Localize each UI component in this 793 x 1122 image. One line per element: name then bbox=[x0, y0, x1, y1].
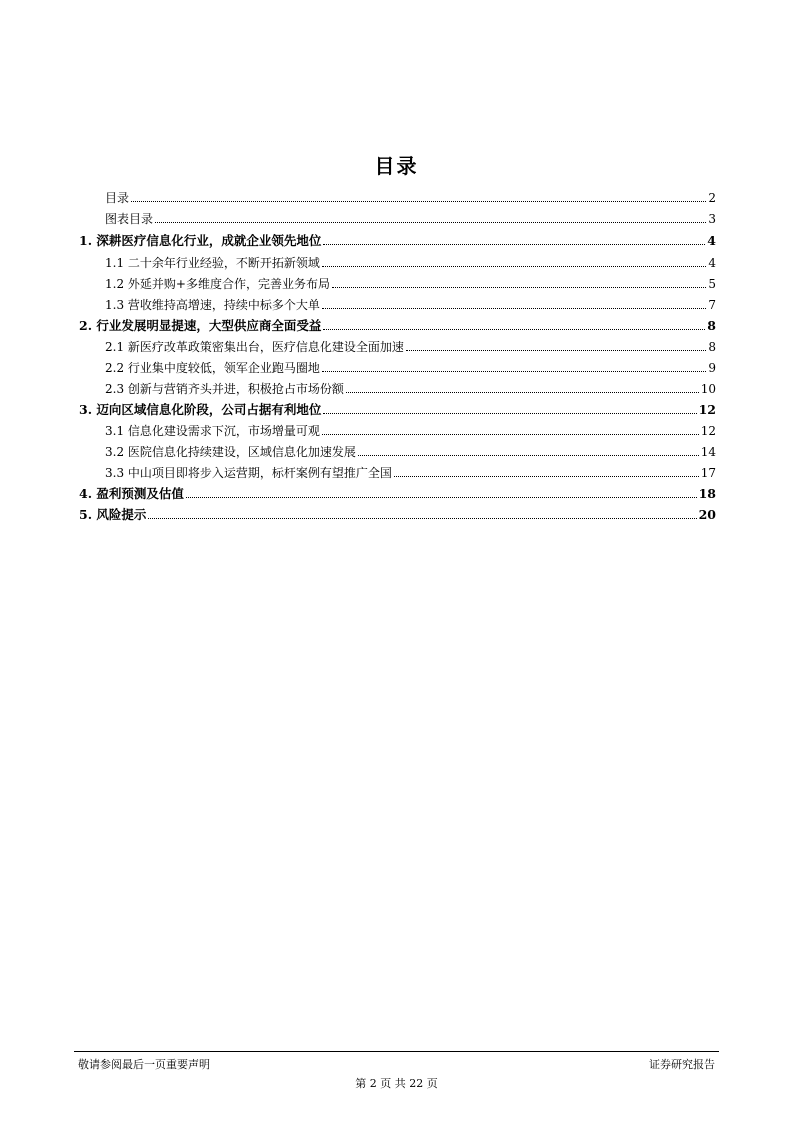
toc-entry-page: 8 bbox=[707, 318, 716, 333]
toc-dot-leader bbox=[322, 308, 706, 309]
toc-entry-page: 4 bbox=[707, 233, 716, 248]
toc-entry-label: 5. 风险提示 bbox=[79, 507, 147, 522]
footer-report-type: 证券研究报告 bbox=[649, 1058, 715, 1071]
toc-entry-page: 3 bbox=[708, 212, 716, 226]
toc-entry[interactable] bbox=[105, 378, 716, 396]
toc-entry[interactable] bbox=[105, 187, 716, 205]
toc-entry-page: 7 bbox=[708, 298, 716, 312]
toc-entry-page: 8 bbox=[708, 340, 716, 354]
toc-entry[interactable] bbox=[105, 357, 716, 375]
toc-entry-label: 4. 盈利预测及估值 bbox=[79, 486, 184, 501]
page-title: 目录 bbox=[374, 154, 419, 178]
toc-entry-label: 2.3 创新与营销齐头并进，积极抢占市场份额 bbox=[105, 382, 344, 396]
toc-dot-leader bbox=[322, 434, 699, 435]
footer-divider bbox=[74, 1051, 719, 1052]
toc-dot-leader bbox=[186, 497, 697, 498]
toc-entry[interactable] bbox=[105, 294, 716, 312]
toc-dot-leader bbox=[131, 201, 706, 202]
toc-entry-page: 18 bbox=[698, 486, 716, 501]
toc-entry-label: 3.3 中山项目即将步入运营期，标杆案例有望推广全国 bbox=[105, 466, 392, 480]
toc-entry-label: 2. 行业发展明显提速，大型供应商全面受益 bbox=[79, 318, 322, 333]
toc-dot-leader bbox=[323, 244, 705, 245]
toc-entry-label: 1.3 营收维持高增速，持续中标多个大单 bbox=[105, 298, 320, 312]
toc-section-entry[interactable] bbox=[79, 483, 716, 501]
toc-section-entry[interactable] bbox=[79, 315, 716, 333]
toc-section-entry[interactable] bbox=[79, 399, 716, 417]
toc-entry[interactable] bbox=[105, 252, 716, 270]
toc-dot-leader bbox=[346, 392, 699, 393]
toc-dot-leader bbox=[406, 350, 706, 351]
toc-entry-label: 目录 bbox=[105, 191, 130, 205]
toc-entry-label: 1.2 外延并购+多维度合作，完善业务布局 bbox=[105, 277, 330, 291]
toc-entry-label: 1. 深耕医疗信息化行业，成就企业领先地位 bbox=[79, 233, 322, 248]
toc-dot-leader bbox=[148, 518, 696, 519]
toc-dot-leader bbox=[323, 413, 696, 414]
toc-dot-leader bbox=[332, 287, 706, 288]
toc-entry-page: 2 bbox=[708, 191, 716, 205]
toc-section-entry[interactable] bbox=[79, 504, 716, 522]
footer-disclaimer: 敬请参阅最后一页重要声明 bbox=[78, 1058, 210, 1071]
toc-entry-label: 3.1 信息化建设需求下沉，市场增量可观 bbox=[105, 424, 320, 438]
toc-entry-label: 图表目录 bbox=[105, 212, 154, 226]
toc-entry-label: 2.2 行业集中度较低，领军企业跑马圈地 bbox=[105, 361, 320, 375]
toc-entry-page: 20 bbox=[698, 507, 716, 522]
toc-dot-leader bbox=[394, 476, 699, 477]
toc-entry-page: 14 bbox=[700, 445, 716, 459]
toc-entry[interactable] bbox=[105, 273, 716, 291]
toc-dot-leader bbox=[322, 371, 706, 372]
toc-dot-leader bbox=[323, 329, 705, 330]
toc-entry-page: 4 bbox=[708, 256, 716, 270]
toc-entry-label: 3.2 医院信息化持续建设，区域信息化加速发展 bbox=[105, 445, 356, 459]
toc-entry[interactable] bbox=[105, 441, 716, 459]
toc-entry[interactable] bbox=[105, 336, 716, 354]
footer-page-number: 第 2 页 共 22 页 bbox=[355, 1077, 438, 1090]
toc-entry-page: 12 bbox=[700, 424, 716, 438]
toc-dot-leader bbox=[358, 455, 699, 456]
toc-section-entry[interactable] bbox=[79, 230, 716, 248]
toc-entry-page: 12 bbox=[698, 402, 716, 417]
toc-entry-page: 9 bbox=[708, 361, 716, 375]
toc-entry-page: 17 bbox=[700, 466, 716, 480]
toc-entry-label: 3. 迈向区域信息化阶段，公司占据有利地位 bbox=[79, 402, 322, 417]
toc-dot-leader bbox=[322, 266, 706, 267]
toc-entry[interactable] bbox=[105, 208, 716, 226]
toc-entry-label: 1.1 二十余年行业经验，不断开拓新领域 bbox=[105, 256, 320, 270]
toc-dot-leader bbox=[155, 222, 706, 223]
toc-entry[interactable] bbox=[105, 462, 716, 480]
toc-entry-page: 5 bbox=[708, 277, 716, 291]
toc-entry[interactable] bbox=[105, 420, 716, 438]
toc-entry-page: 10 bbox=[700, 382, 716, 396]
toc-entry-label: 2.1 新医疗改革政策密集出台，医疗信息化建设全面加速 bbox=[105, 340, 404, 354]
